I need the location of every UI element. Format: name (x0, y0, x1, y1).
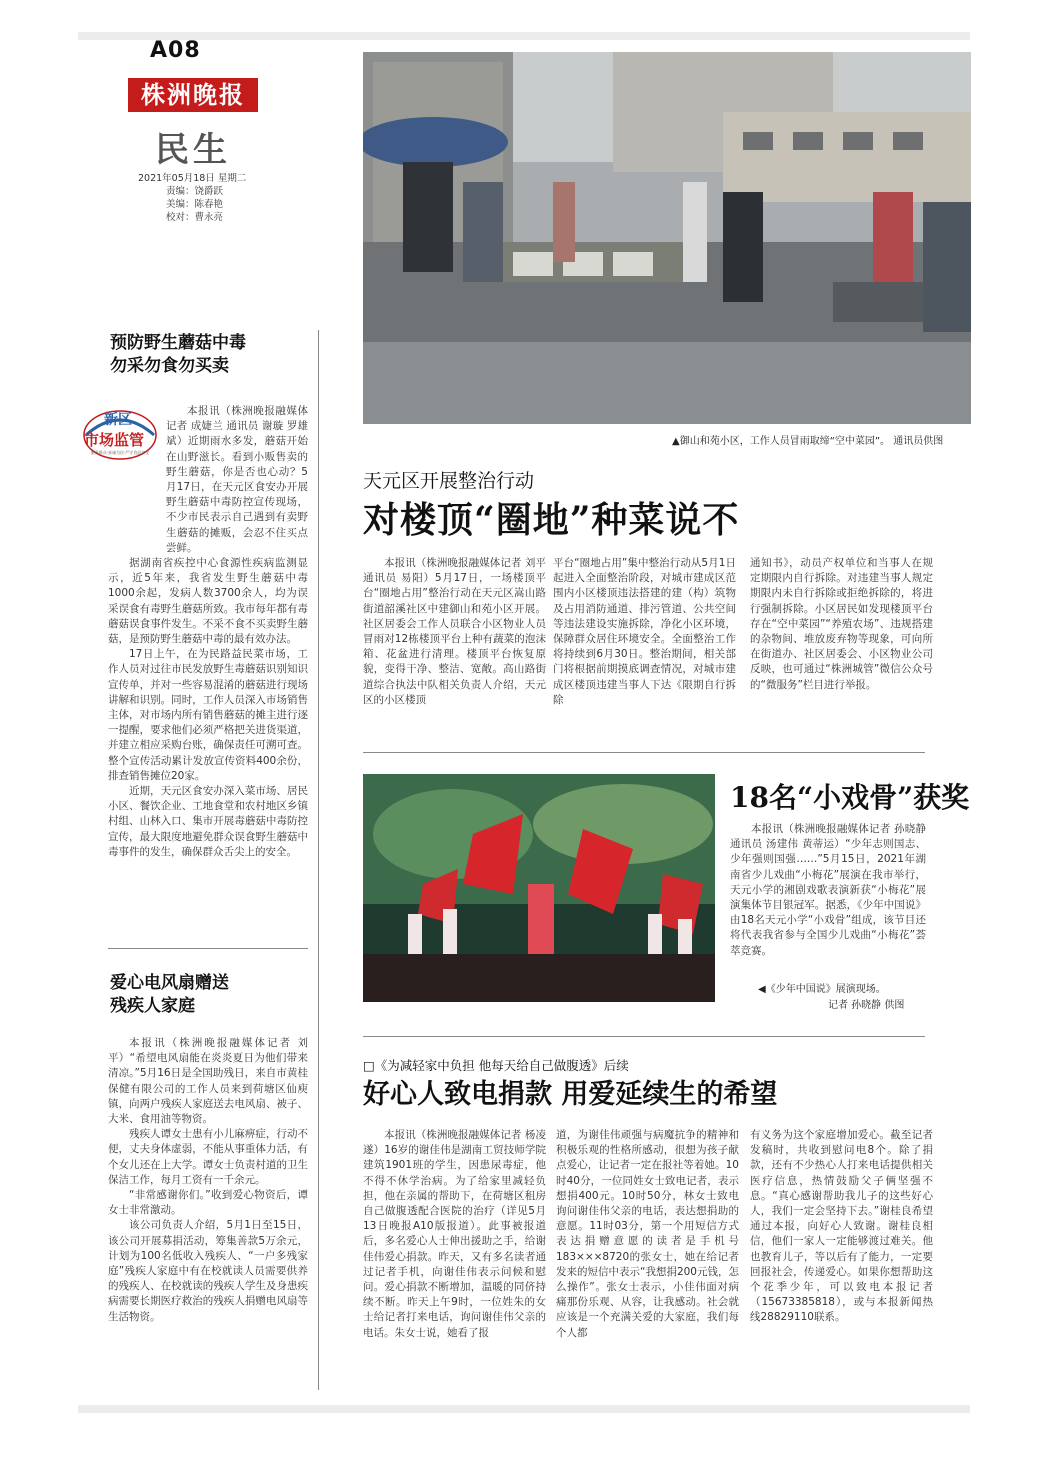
opera-body: 本报讯（株洲晚报融媒体记者 孙晓静 通讯员 汤建伟 黄蒂运）“少年志则国志、少年强则国强……”5月15日，2021年湖南省少儿戏曲“小梅花”展演在我市举行，天元小学的湘剧戏歌表演新获“小梅花”展演集体节目银冠军。据悉，《少年中国说》由18名天元小学“小戏骨”组成，该节目还将代表我省参与全国少儿戏曲“小梅花”荟萃竞赛。 (730, 823, 926, 957)
opera-headline: 18名“小戏骨”获奖 (730, 781, 970, 814)
fan-title-line1: 爱心电风扇赠送 (110, 973, 229, 993)
proofreader-line: 校对：曹永亮 (166, 212, 224, 223)
opera-photo-graphic (363, 774, 715, 1002)
mushroom-title-line2: 勿采勿食勿买卖 (110, 356, 229, 376)
donation-kicker: □《为减轻家中负担 他每天给自己做腹透》后续 (363, 1058, 629, 1073)
top-rule (78, 32, 970, 40)
date-line: 2021年05月18日 星期二 (138, 173, 247, 184)
fan-title-line2: 残疾人家庭 (110, 996, 195, 1016)
designer-line: 美编：陈春艳 (166, 199, 224, 210)
opera-caption-line1: ◀《少年中国说》展演现场。 (758, 984, 886, 995)
fan-body (108, 1036, 308, 1325)
section-title: 民生 (155, 130, 231, 170)
mushroom-para-1: 本报讯（株洲晚报融媒体记者 成婕兰 通讯员 谢璇 罗雄斌）近期雨水多发，蘑菇开始在山野滋长。看到小贩售卖的野生蘑菇，你是否也心动？5月17日，在天元区食安办开展野生蘑菇中毒防控宣传现场，不少市民表示自己遇到有卖野生蘑菇的摊贩，会忍不住买点尝鲜。 (166, 405, 308, 554)
opera-caption-line2: 记者 孙晓静 供图 (828, 1000, 905, 1011)
paper-logo: 株洲晚报 (128, 78, 258, 112)
column-divider (318, 330, 319, 1390)
rooftop-photo-caption: ▲御山和苑小区，工作人员冒雨取缔“空中菜园”。 通讯员供图 (672, 436, 944, 447)
left-divider (108, 948, 308, 949)
fan-title (110, 972, 229, 1018)
mushroom-title (110, 332, 246, 378)
mushroom-para-2: 据湖南省疾控中心食源性疾病监测显示，近5年来，我省发生野生蘑菇中毒1000余起，发病人数3700余人，均为误采误食有毒野生蘑菇所致。我市每年都有毒蘑菇误食事件发生。不采不食不买卖野生蘑菇，是预防野生蘑菇中毒的最有效办法。 (108, 557, 308, 646)
middle-divider (363, 752, 925, 753)
fan-para-2: 残疾人谭女士患有小儿麻痹症，行动不便，丈夫身体虚弱，不能从事重体力活，有个女儿还在上大学。谭女士负责村道的卫生保洁工作，每月工资有一千余元。 (108, 1128, 308, 1186)
mushroom-para-4: 近期，天元区食安办深入菜市场、居民小区、餐饮企业、工地食堂和农村地区乡镇村组、山林入口、集市开展毒蘑菇中毒防控宣传，最大限度地避免群众误食野生蘑菇中毒事件的发生，确保群众舌尖上的安全。 (108, 785, 308, 858)
editor-line: 责编：饶爵跃 (166, 186, 224, 197)
donation-col1: 本报讯（株洲晚报融媒体记者 杨凌遂）16岁的谢佳伟是湖南工贸技师学院建筑1901班的学生，因患尿毒症，他不得不休学治病。为了给家里减轻负担，他在亲属的帮助下，在荷塘区租房自己做腹透配合医院的治疗（详见5月13日晚报A10版报道）。此事被报道后，多名爱心人士伸出援助之手，给谢佳伟爱心捐款。昨天，又有多名读者通过记者手机，向谢佳伟表示问候和慰问。爱心捐款不断增加，温暖的同侪持续不断。昨天上午9时，一位姓朱的女士给记者打来电话，询问谢佳伟父亲的电话。朱女士说，她看了报 (363, 1129, 546, 1339)
rooftop-photo (363, 52, 971, 424)
rooftop-photo-graphic (363, 52, 971, 424)
opera-photo (363, 774, 715, 1002)
rooftop-kicker: 天元区开展整治行动 (363, 470, 535, 492)
page-number: A08 (150, 38, 201, 63)
rooftop-col2: 平台“圈地占用”集中整治行动从5月1日起进入全面整治阶段，对城市建成区范围内小区楼顶违法搭建的建（构）筑物及占用消防通道、排污管道、公共空间等违法建设实施拆除，净化小区环境，保障群众居住环境安全。全面整治工作将持续到6月30日。整治期间，相关部门将根据前期摸底调查情况，对城市建成区楼顶违建当事人下达《限期自行拆除 (553, 557, 736, 706)
fan-para-4: 该公司负责人介绍，5月1日至15日，该公司开展募捐活动，筹集善款5万余元，计划为100名低收入残疾人、“一户多残家庭”残疾人家庭中有在校就读人员需要供养的残疾人、在校就读的残疾人学生及身患疾病需要长期医疗救治的残疾人捐赠电风扇等生活物资。 (108, 1219, 308, 1323)
badge-small-text: 服务群众·真诚为民·严守食品安全 (90, 450, 150, 455)
donation-headline: 好心人致电捐款 用爱延续生的希望 (363, 1079, 778, 1110)
badge-line2: 市场监管 (84, 431, 145, 449)
bottom-rule (78, 1405, 970, 1413)
rooftop-col3: 通知书》，动员产权单位和当事人在规定期限内自行拆除。对违建当事人规定期限内未自行拆除或拒绝拆除的，将进行强制拆除。小区居民如发现楼顶平台存在“空中菜园”“养殖农场”、违规搭建的杂物间、堆放废弃物等现象，可向所在街道办、社区居委会、小区物业公司反映，也可通过“株洲城管”微信公众号的“微服务”栏目进行举报。 (750, 557, 933, 691)
mushroom-title-line1: 预防野生蘑菇中毒 (110, 333, 246, 353)
lower-divider (363, 1036, 925, 1037)
mushroom-body (108, 404, 308, 860)
donation-col3: 有义务为这个家庭增加爱心。截至记者发稿时，共收到慰问电8个。除了捐款，还有不少热心人打来电话提供相关医疗信息，热情鼓励父子俩坚强不息。“真心感谢帮助我儿子的这些好心人，我们一定会坚持下去。”谢桂良希望通过本报，向好心人致谢。谢桂良相信，他们一家人一定能够渡过难关。他也教育儿子，等以后有了能力，一定要回报社会，传递爱心。如果你想帮助这个花季少年，可以致电本报记者（15673385818），或与本报新闻热线28829110联系。 (750, 1129, 933, 1324)
donation-col2: 道，为谢佳伟顽强与病魔抗争的精神和积极乐观的性格所感动，很想为孩子献点爱心，让记者一定在报社等着她。10时40分，一位同姓女士致电记者，表示想捐400元。10时50分，林女士致电询问谢佳伟父亲的电话，表达想捐助的意愿。11时03分，第一个用短信方式表达捐赠意愿的读者是手机号183×××8720的张女士，她在给记者发来的短信中表示“我想捐200元钱，怎么操作”。张女士表示，小佳伟面对病痛那份乐观、从容，让我感动。社会就应该是一个充满关爱的大家庭，我们每个人都 (556, 1129, 739, 1339)
fan-para-1: 本报讯（株洲晚报融媒体记者 刘平）“希望电风扇能在炎炎夏日为他们带来清凉。”5月16日是全国助残日，来自市黄桂保健有限公司的工作人员来到荷塘区仙庾镇，向两户残疾人家庭送去电风扇、被子、大米、食用油等物资。 (108, 1037, 308, 1126)
fan-para-3: “非常感谢你们。”收到爱心物资后，谭女士非常激动。 (108, 1189, 308, 1217)
rooftop-col1: 本报讯（株洲晚报融媒体记者 刘平 通讯员 易阳）5月17日，一场楼顶平台“圈地占用”整治行动在天元区嵩山路街道韶溪社区中建御山和苑小区开展。社区居委会工作人员联合小区物业人员冒雨对12栋楼顶平台上种有蔬菜的泡沫箱、花盆进行清理。楼顶平台恢复原貌，变得干净、整洁、宽敞。高山路街道综合执法中队相关负责人介绍，天元区的小区楼顶 (363, 557, 546, 706)
mushroom-para-3: 17日上午，在为民路益民菜市场，工作人员对过往市民发放野生毒蘑菇识别知识宣传单，并对一些容易混淆的蘑菇进行现场讲解和识别。同时，工作人员深入市场销售主体，对市场内所有销售蘑菇的摊主进行逐一提醒，要求他们必须严格把关进货渠道，并建立相应采购台账，确保责任可溯可查。整个宣传活动累计发放宣传资料400余份，排查销售摊位20家。 (108, 648, 308, 782)
masthead-info (138, 172, 246, 224)
badge-line1: 新区 (104, 412, 132, 428)
rooftop-headline: 对楼顶“圈地”种菜说不 (363, 499, 740, 541)
